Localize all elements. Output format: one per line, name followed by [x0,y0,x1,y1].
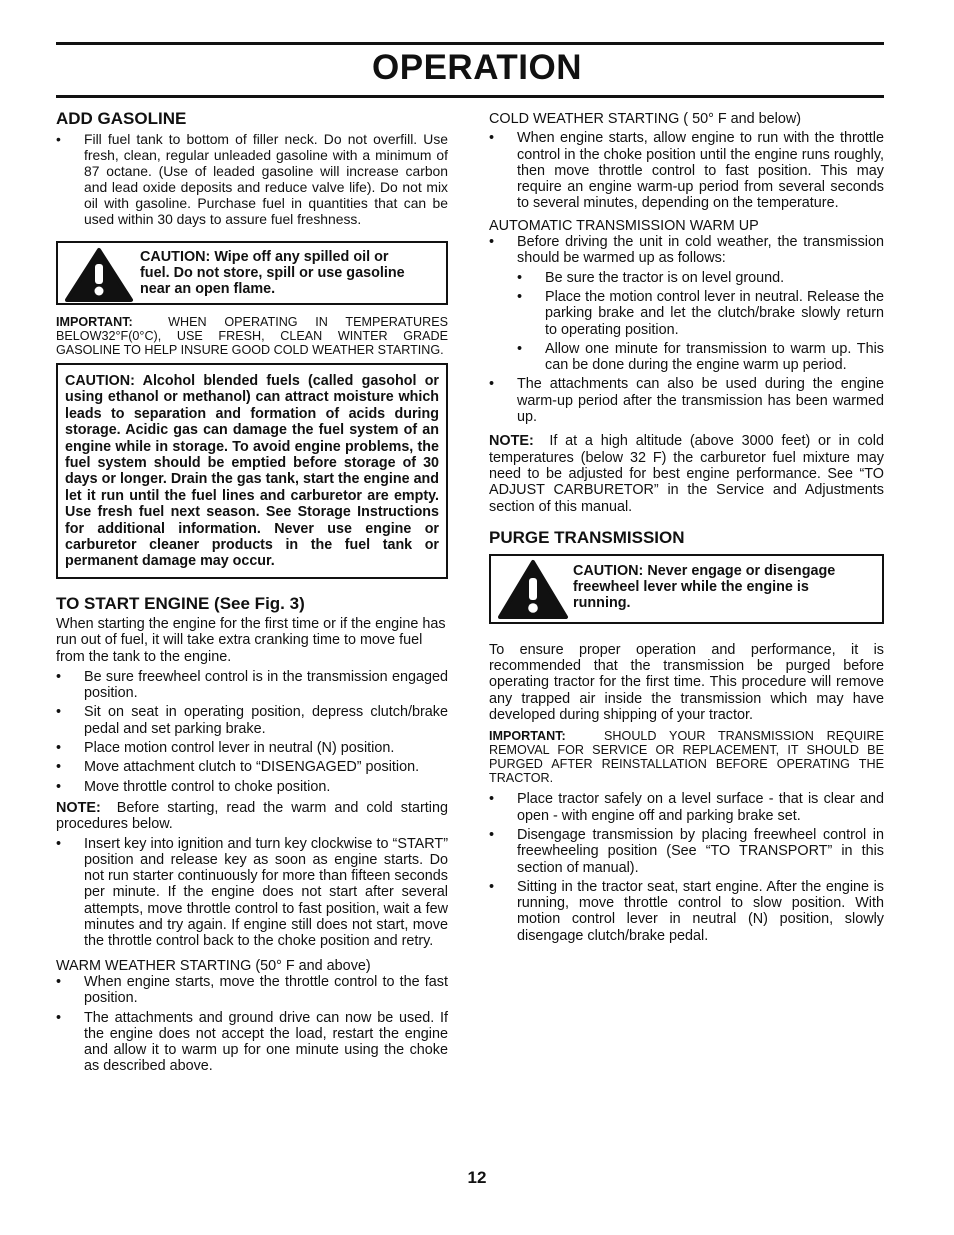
list-item: • Be sure freewheel control is in the transmission engaged position. [56,668,448,702]
list-item: • Sitting in the tractor seat, start engine. After the engine is running, move throttle control to slow position. With motion control lever in neutral (N) position, slowly disengage clutch/brake pedal. [489,878,884,944]
list-item: • Move attachment clutch to “DISENGAGED” position. [56,759,420,776]
start-engine-intro: When starting the engine for the first time or if the engine has run out of fuel, it will take extra cranking time to move fuel from the tank to the engine. [56,616,446,665]
cold-weather-heading: COLD WEATHER STARTING ( 50° F and below) [489,111,802,127]
list-item: • The attachments can also be used during the engine warm-up period after the transmission has been warmed up. [489,376,884,426]
start-engine-list [56,669,448,795]
start-engine-note: NOTE: Before starting, read the warm and cold starting procedures below. [56,799,448,833]
warning-icon [497,559,569,621]
auto-transmission-heading: AUTOMATIC TRANSMISSION WARM UP [489,217,759,234]
key-start-list [56,836,448,950]
altitude-note: NOTE: If at a high altitude (above 3000 feet) or in cold temperatures (below 32 F) the carburetor fuel mixture may need to be adjusted for best engine performance. See “TO ADJUST CARBURETOR” in the Service and Adjustments section of this manual. [489,433,884,515]
caution-alcohol-box [56,363,448,579]
cold-weather-list [489,130,884,211]
left-column [56,109,448,1078]
purge-important: IMPORTANT: SHOULD YOUR TRANSMISSION REQUIRE REMOVAL FOR SERVICE OR REPLACEMENT, IT SHOULD BE PURGED AFTER REINSTALLATION BEFORE OPERATING THE TRACTOR. [489,729,884,786]
add-gasoline-heading: ADD GASOLINE [56,109,187,128]
header-rule-top [56,42,884,45]
list-item: • Place the motion control lever in neutral. Release the parking brake and let the clutch/brake slowly return to operating position. [517,288,884,338]
warning-icon [64,247,134,303]
list-item: • Fill fuel tank to bottom of filler neck. Do not overfill. Use fresh, clean, regular unleaded gasoline with a minimum of 87 octane. (Use of leaded gasoline will increase carbon and lead oxide deposits and reduce valve life). Do not mix oil with gasoline. Purchase fuel in quantities that can be used within 30 days to assure fuel freshness. [56,131,448,227]
purge-intro: To ensure proper operation and performance, it is recommended that the transmission be purged before operating tractor for the first time. This procedure will remove any trapped air inside the transmission which may have developed during shipping of your tractor. [489,641,884,724]
caution-freewheel-box [489,554,884,624]
list-item: • Place tractor safely on a level surface - that is clear and open - with engine off and parking brake set. [489,791,884,824]
purge-heading: PURGE TRANSMISSION [489,527,685,547]
warm-weather-list [56,974,448,1075]
start-engine-heading: TO START ENGINE (See Fig. 3) [56,594,305,613]
right-column [489,111,884,947]
list-item: • Sit on seat in operating position, depress clutch/brake pedal and set parking brake. [56,704,448,737]
header-rule-bottom [56,95,884,98]
caution-alcohol-text: CAUTION: Alcohol blended fuels (called gasohol or using ethanol or methanol) can attract moisture which leads to separation and formation of acids during storage. Acidic gas can damage the fuel system of an engine while in storage. To avoid engine problems, the fuel system should be emptied before storage of 30 days or longer. Drain the gas tank, start the engine and let it run until the fuel lines and carburetor are empty. Use fresh fuel next season. See Storage Instructions for additional information. Never use engine or carburetor cleaner products in the fuel tank or permanent damage may occur. [65,373,439,570]
add-gasoline-list [56,131,448,227]
list-item: • Before driving the unit in cold weather, the transmission should be warmed up as follows: [489,234,884,267]
auto-transmission-list-2 [489,376,884,425]
caution-spill-text: CAUTION: Wipe off any spilled oil or fuel. Do not store, spill or use gasoline near an open flame. [140,249,405,297]
caution-freewheel-text: CAUTION: Never engage or disengage freewheel lever while the engine is running. [573,562,836,611]
auto-transmission-list [489,234,884,267]
list-item: • Move throttle control to choke position. [56,778,331,795]
caution-spill-box [56,241,448,305]
list-item: • When engine starts, allow engine to run with the throttle control in the choke position until the engine runs roughly, then move throttle control to fast position. This may require an engine warm-up period from several seconds to several minutes, depending on the temperature. [489,130,884,212]
list-item: • The attachments and ground drive can now be used. If the engine does not accept the load, restart the engine and allow it to warm up for one minute using the choke as described above. [56,1009,448,1075]
list-item: • Allow one minute for transmission to warm up. This can be done during the engine warm up period. [517,340,884,374]
list-item: • Be sure the tractor is on level ground. [517,269,785,286]
important-cold-weather: IMPORTANT: WHEN OPERATING IN TEMPERATURES BELOW32°F(0°C), USE FRESH, CLEAN WINTER GRADE GASOLINE TO HELP INSURE GOOD COLD WEATHER STARTING. [56,315,449,357]
page-title: OPERATION [372,48,582,87]
auto-transmission-sublist [517,270,884,374]
list-item: • When engine starts, move the throttle control to the fast position. [56,973,448,1007]
list-item: • Disengage transmission by placing freewheel control in freewheeling position (See “TO TRANSPORT” in this section of manual). [489,826,884,876]
list-item: • Insert key into ignition and turn key clockwise to “START” position and release key as soon as engine starts. Do not run starter continuously for more than fifteen seconds per minute. If the engine does not start after several attempts, move throttle control to fast position, wait a few minutes and try again. If engine still does not start, move the throttle control back to the choke position and retry. [56,835,448,950]
purge-list [489,791,884,944]
list-item: • Place motion control lever in neutral (N) position. [56,740,395,757]
warm-weather-heading: WARM WEATHER STARTING (50° F and above) [56,957,371,974]
page-number: 12 [467,1168,487,1187]
